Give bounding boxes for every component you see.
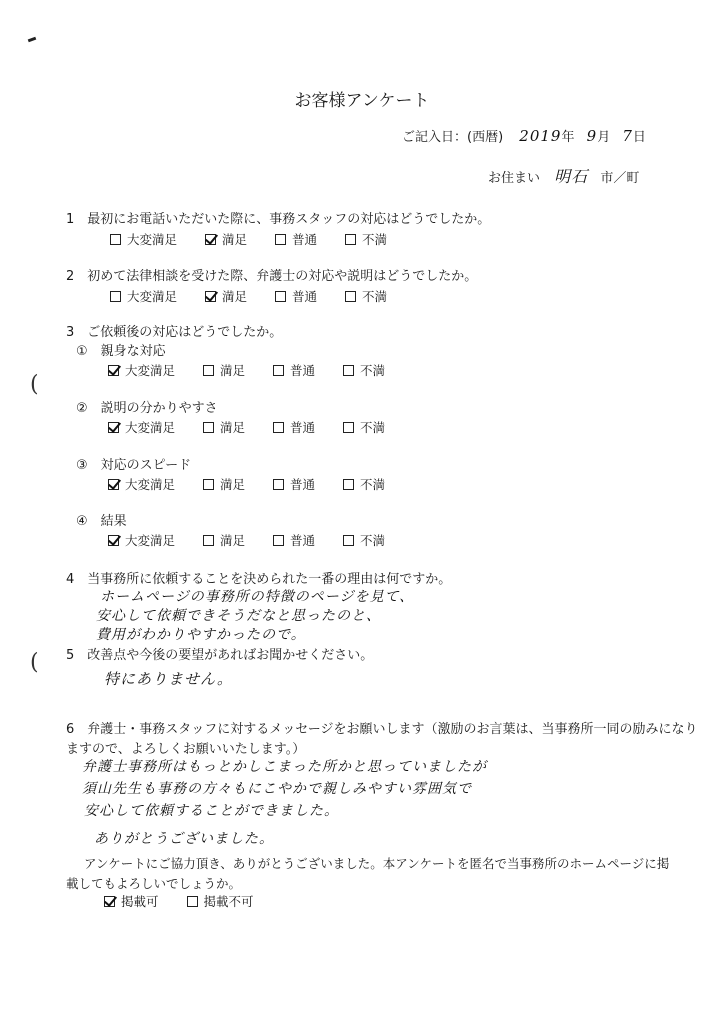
checkbox[interactable] [345, 234, 356, 245]
q5-answer: 特にありません。 [104, 670, 233, 688]
checkbox[interactable] [275, 234, 286, 245]
option-label: 満足 [220, 477, 246, 492]
option-label: 大変満足 [125, 420, 176, 435]
question-2: 2 初めて法律相談を受けた際、弁護士の対応や説明はどうでしたか。 [66, 269, 478, 284]
checkbox[interactable] [203, 422, 214, 433]
option-label: 掲載不可 [203, 894, 254, 909]
option[interactable] [108, 418, 175, 436]
option[interactable] [275, 287, 317, 305]
date-month: 9 [586, 127, 598, 145]
checkbox[interactable] [345, 291, 356, 302]
checkbox-checked[interactable] [108, 365, 119, 376]
option[interactable] [203, 361, 245, 379]
checkbox[interactable] [110, 234, 121, 245]
checkbox[interactable] [273, 422, 284, 433]
date-day: 7 [622, 127, 633, 145]
checkbox[interactable] [275, 291, 286, 302]
option[interactable] [273, 418, 315, 436]
margin-mark-upper: ( [30, 372, 39, 397]
checkbox-checked[interactable] [104, 896, 115, 907]
option[interactable] [343, 361, 385, 379]
q6-answer-line-4: ありがとうございました。 [94, 831, 274, 847]
q3-sub-4-options [108, 531, 413, 549]
checkbox[interactable] [273, 365, 284, 376]
option-label: 満足 [220, 363, 246, 378]
q3-sub-2-options [108, 418, 413, 436]
checkbox-checked[interactable] [205, 234, 216, 245]
q4-answer-line-2: 安心して依頼できそうだなと思ったのと、 [96, 608, 381, 624]
q6-answer-line-2: 須山先生も事務の方々もにこやかで親しみやすい雰囲気で [82, 781, 472, 797]
option[interactable] [110, 230, 177, 248]
option[interactable] [203, 475, 245, 493]
option-label: 普通 [292, 289, 318, 304]
address-value: 明石 [554, 167, 589, 186]
checkbox[interactable] [343, 365, 354, 376]
checkbox[interactable] [343, 535, 354, 546]
option-label: 大変満足 [125, 477, 176, 492]
option[interactable] [343, 531, 385, 549]
q4-answer-line-1: ホームページの事務所の特徴のページを見て、 [100, 589, 415, 605]
option-label: 不満 [360, 533, 386, 548]
checkbox-checked[interactable] [108, 479, 119, 490]
option[interactable] [273, 531, 315, 549]
option-label: 満足 [220, 533, 246, 548]
address-label: お住まい [488, 171, 541, 186]
option-label: 普通 [292, 232, 318, 247]
option-label: 満足 [220, 420, 246, 435]
option-label: 不満 [360, 363, 386, 378]
checkbox[interactable] [203, 535, 214, 546]
question-6-line-1: 6 弁護士・事務スタッフに対するメッセージをお願いします（激励のお言葉は、当事務所一同の励みになり [66, 722, 698, 737]
option[interactable] [343, 475, 385, 493]
address-unit: 市／町 [600, 171, 640, 186]
option[interactable] [104, 892, 159, 910]
checkbox[interactable] [273, 479, 284, 490]
checkbox[interactable] [203, 479, 214, 490]
checkbox[interactable] [203, 365, 214, 376]
option[interactable] [203, 418, 245, 436]
q3-sub-1-options [108, 361, 413, 379]
q3-sub-3-label: ③ 対応のスピード [76, 458, 192, 473]
option[interactable] [345, 230, 387, 248]
option[interactable] [187, 892, 254, 910]
question-5: 5 改善点や今後の要望があればお聞かせください。 [66, 648, 374, 663]
option-label: 不満 [360, 420, 386, 435]
closing-line-2: 載してもよろしいでしょうか。 [66, 876, 242, 891]
question-3: 3 ご依頼後の対応はどうでしたか。 [66, 325, 283, 340]
option-label: 大変満足 [127, 289, 178, 304]
q3-sub-1-label: ① 親身な対応 [76, 344, 166, 359]
date-label: ご記入日：(西暦) [402, 130, 504, 145]
option[interactable] [108, 361, 175, 379]
checkbox[interactable] [110, 291, 121, 302]
checkbox[interactable] [343, 422, 354, 433]
corner-speck [28, 37, 37, 43]
option[interactable] [205, 287, 247, 305]
question-1: 1 最初にお電話いただいた際に、事務スタッフの対応はどうでしたか。 [66, 212, 491, 227]
date-day-unit: 日 [632, 130, 646, 145]
question-6-line-2: ますので、よろしくお願いいたします。） [66, 742, 306, 757]
date-year: 2019 [519, 127, 562, 145]
date-month-unit: 月 [597, 130, 611, 145]
checkbox-checked[interactable] [205, 291, 216, 302]
page-title: お客様アンケート [294, 91, 430, 111]
option[interactable] [205, 230, 247, 248]
option[interactable] [108, 531, 175, 549]
checkbox[interactable] [273, 535, 284, 546]
option-label: 普通 [290, 363, 316, 378]
closing-line-1: アンケートにご協力頂き、ありがとうございました。本アンケートを匿名で当事務所のホームページに掲 [84, 856, 670, 871]
date-row [402, 126, 646, 145]
option[interactable] [345, 287, 387, 305]
option-label: 普通 [290, 420, 316, 435]
question-4: 4 当事務所に依頼することを決められた一番の理由は何ですか。 [66, 572, 452, 587]
option[interactable] [273, 361, 315, 379]
checkbox[interactable] [187, 896, 198, 907]
option-label: 不満 [362, 289, 388, 304]
option-label: 不満 [360, 477, 386, 492]
closing-options [104, 892, 282, 910]
q3-sub-4-label: ④ 結果 [76, 514, 127, 529]
q6-answer-line-3: 安心して依頼することができました。 [84, 803, 339, 819]
option-label: 大変満足 [127, 232, 178, 247]
option-label: 掲載可 [121, 894, 159, 909]
q3-sub-3-options [108, 475, 413, 493]
checkbox-checked[interactable] [108, 422, 119, 433]
option-label: 普通 [290, 477, 316, 492]
option[interactable] [343, 418, 385, 436]
q3-sub-2-label: ② 説明の分かりやすさ [76, 401, 218, 416]
margin-mark-lower: ( [30, 650, 39, 675]
option-label: 大変満足 [125, 533, 176, 548]
checkbox-checked[interactable] [108, 535, 119, 546]
option-label: 満足 [222, 289, 248, 304]
option[interactable] [110, 287, 177, 305]
option-label: 不満 [362, 232, 388, 247]
option-label: 満足 [222, 232, 248, 247]
option[interactable] [203, 531, 245, 549]
option-label: 普通 [290, 533, 316, 548]
q4-answer-line-3: 費用がわかりやすかったので。 [96, 627, 306, 643]
q2-options [110, 287, 415, 305]
q6-answer-line-1: 弁護士事務所はもっとかしこまった所かと思っていましたが [82, 759, 487, 775]
option[interactable] [275, 230, 317, 248]
q1-options [110, 230, 415, 248]
option-label: 大変満足 [125, 363, 176, 378]
option[interactable] [108, 475, 175, 493]
checkbox[interactable] [343, 479, 354, 490]
option[interactable] [273, 475, 315, 493]
address-row [488, 164, 639, 187]
date-year-unit: 年 [561, 130, 575, 145]
